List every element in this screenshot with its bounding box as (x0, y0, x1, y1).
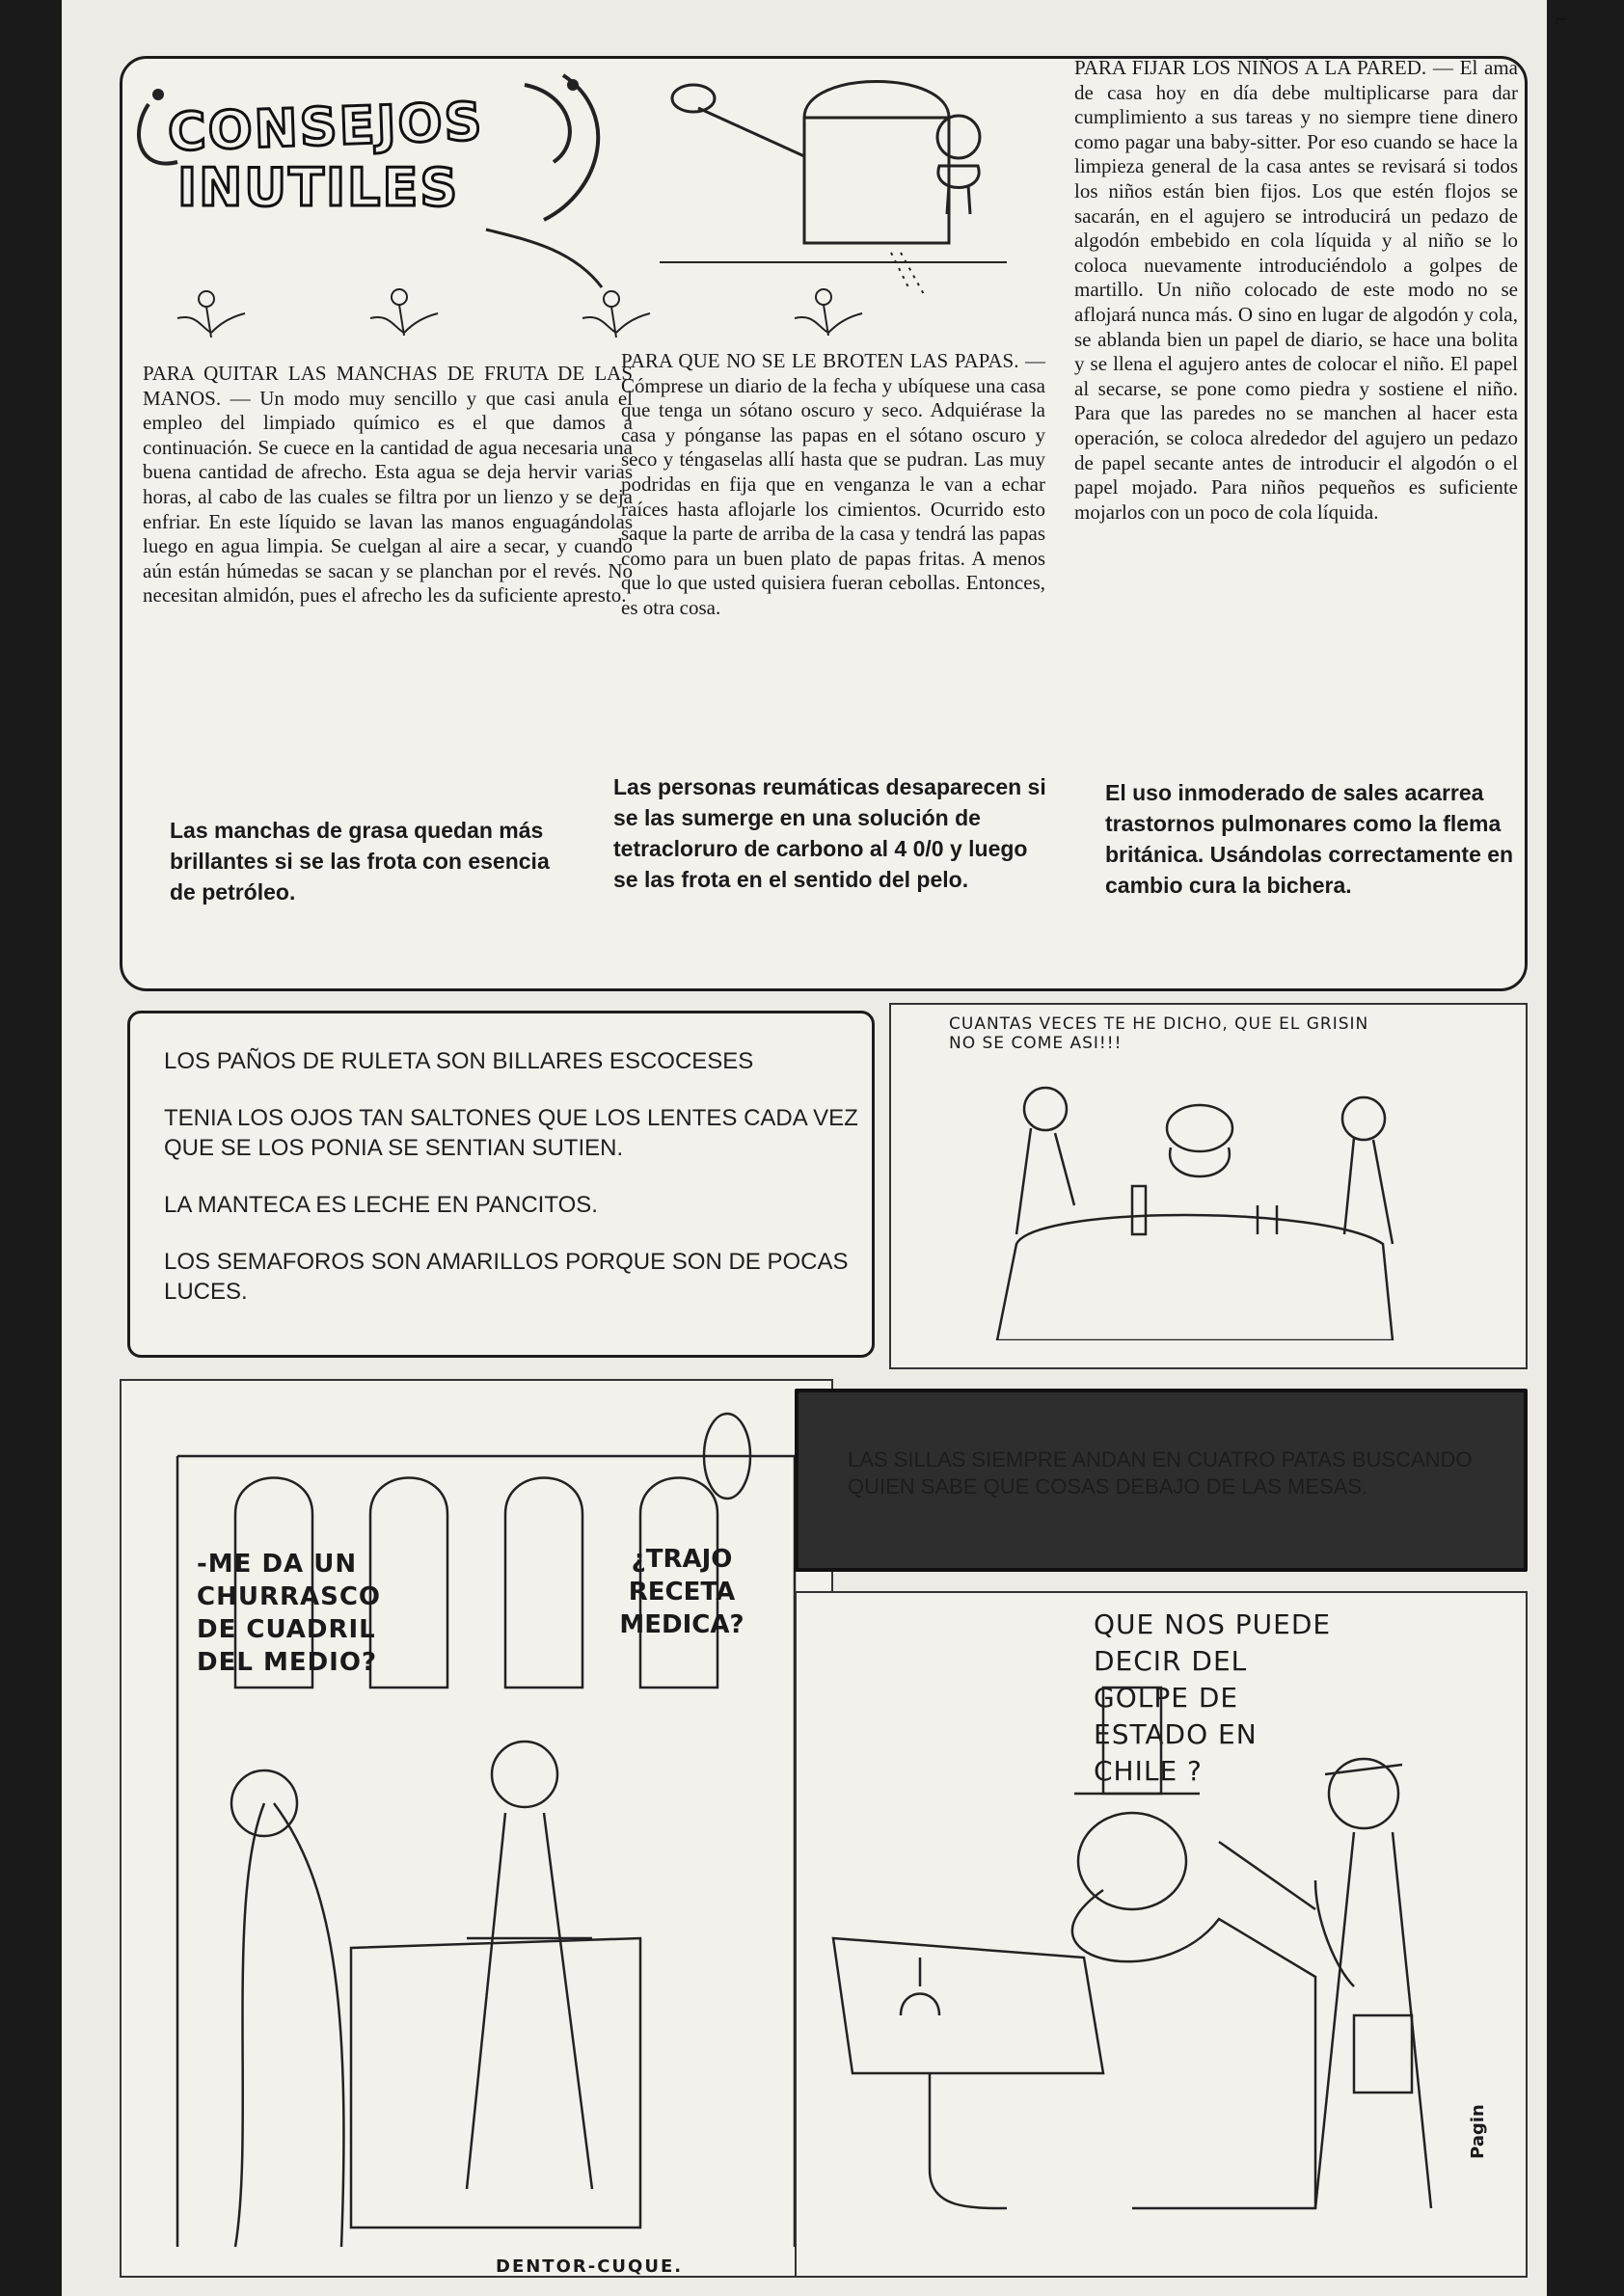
dinner-cartoon-caption: CUANTAS VECES TE HE DICHO, QUE EL GRISIN NO SE COME ASI!!! (949, 1014, 1369, 1053)
speech-bubble-pharmacist: ¿TRAJO RECETA MEDICA? (619, 1545, 744, 1639)
article-head: PARA QUITAR LAS MANCHAS DE FRUTA DE LAS MANOS. (143, 362, 633, 410)
speech-bubble-customer: -ME DA UN CHURRASCO DE CUADRIL DEL MEDIO? (197, 1550, 382, 1677)
note-grasa: Las manchas de grasa quedan más brillantes si se las frota con esencia de petróleo. (170, 818, 550, 905)
article-body: — El ama de casa hoy en día debe multiplicarse para dar cumplimiento a sus tareas y no siempre tiene dinero como pagar una baby-sitter. Por eso cuando se hace la limpieza general de la casa antes se revisará si todos los niños están bien fijos. Los que estén flojos se sacarán, en el agujero se introducirá un pedazo de algodón embebido en cola líquida y al niño se lo coloca nuevamente introduciéndolo a golpes de martillo. Un niño colocado de este modo no se aflojará nunca más. O sino en lugar de algodón y cola, se ablanda bien un papel de diario, se hace una bolita y se llena el agujero antes de colocar el niño. El papel al secarse, se pone como piedra y sostiene el niño. Para que las paredes no se manchen al hacer esta operación, se coloca alrededor del agujero un pedazo de papel secante antes de introducir el algodón o el papel mojado. Para niños pequeños es suficiente mojarlos con un poco de cola líquida. (1074, 56, 1519, 524)
sillas-joke-text: LAS SILLAS SIEMPRE ANDAN EN CUATRO PATAS BUSCANDO QUIEN SABE QUE COSAS DEBAJO DE LAS MESAS. (848, 1447, 1473, 1499)
jokes-list (164, 1046, 858, 1334)
joke-item: LOS PAÑOS DE RULETA SON BILLARES ESCOCESES (164, 1048, 754, 1074)
joke-item: LA MANTECA ES LECHE EN PANCITOS. (164, 1192, 598, 1218)
article-ninos-pared (1074, 56, 1518, 525)
article-body: — Cómprese un diario de la fecha y ubíquese una casa que tenga un sótano oscuro y seco. Adquiérase la casa y pónganse las papas en el sótano oscuro y seco y téngaselas allí hasta que se pudran. Las muy podridas en fija que en venganza le van a echar raíces hasta aflojarle los cimientos. Ocurrido esto saque la parte de arriba de la casa y tendrá las papas como para un buen plato de papas fritas. A menos que lo que usted quisiera fueran cebollas. Entonces, es otra cosa. (621, 349, 1045, 619)
cartoonist-signature-2: Pagin (1467, 2104, 1488, 2159)
note-sales: El uso inmoderado de sales acarrea trastornos pulmonares como la flema británica. Usándolas correctamente en cambio cura la bichera. (1105, 780, 1514, 898)
note-reumaticas: Las personas reumáticas desaparecen si se las sumerge en una solución de tetracloruro de carbono al 4 0/0 y luego se las frota en el sentido del pelo. (613, 774, 1046, 892)
pharmacy-shop-illustration (139, 1398, 814, 2266)
article-papas (621, 349, 1045, 621)
flower-row-ornament (158, 280, 930, 347)
joke-item: LOS SEMAFOROS SON AMARILLOS PORQUE SON DE POCAS LUCES. (164, 1249, 849, 1305)
title-block (167, 91, 485, 218)
article-head: PARA QUE NO SE LE BROTEN LAS PAPAS. (621, 349, 1019, 372)
small-character-illustration (920, 108, 1007, 224)
article-head: PARA FIJAR LOS NIÑOS A LA PARED. (1074, 56, 1427, 79)
page-corner-mark: ⌐ (1555, 8, 1568, 33)
joke-item: TENIA LOS OJOS TAN SALTONES QUE LOS LENTES CADA VEZ QUE SE LOS PONIA SE SENTIAN SUTIEN. (164, 1105, 858, 1161)
title-line-1: CONSEJOS (167, 91, 485, 163)
magazine-page (62, 0, 1568, 2296)
reporter-speech-bubble: QUE NOS PUEDE DECIR DEL GOLPE DE ESTADO EN CHILE ? (1094, 1608, 1332, 1787)
dinner-cartoon-illustration (939, 1070, 1479, 1340)
cartoonist-signature: DENTOR-CUQUE. (496, 2256, 684, 2277)
reporter-interview-illustration (814, 1668, 1508, 2247)
article-body: — Un modo muy sencillo y que casi anula el empleo del limpiado químico es el que damos a continuación. Se cuece en la cantidad de agua necesaria una buena cantidad de afrecho. Esta agua se deja hervir varias horas, al cabo de las cuales se filtra por un lienzo y se deja enfriar. En este líquido se lavan las manos enguagándolas luego en agua limpia. Se cuelgan al aire a secar, y cuando aún están húmedas se sacan y se planchan por el revés. No necesitan almidón, pues el afrecho les da suficiente apresto. (143, 386, 633, 608)
title-line-2: INUTILES (177, 157, 460, 218)
article-manchas-fruta (143, 362, 633, 608)
